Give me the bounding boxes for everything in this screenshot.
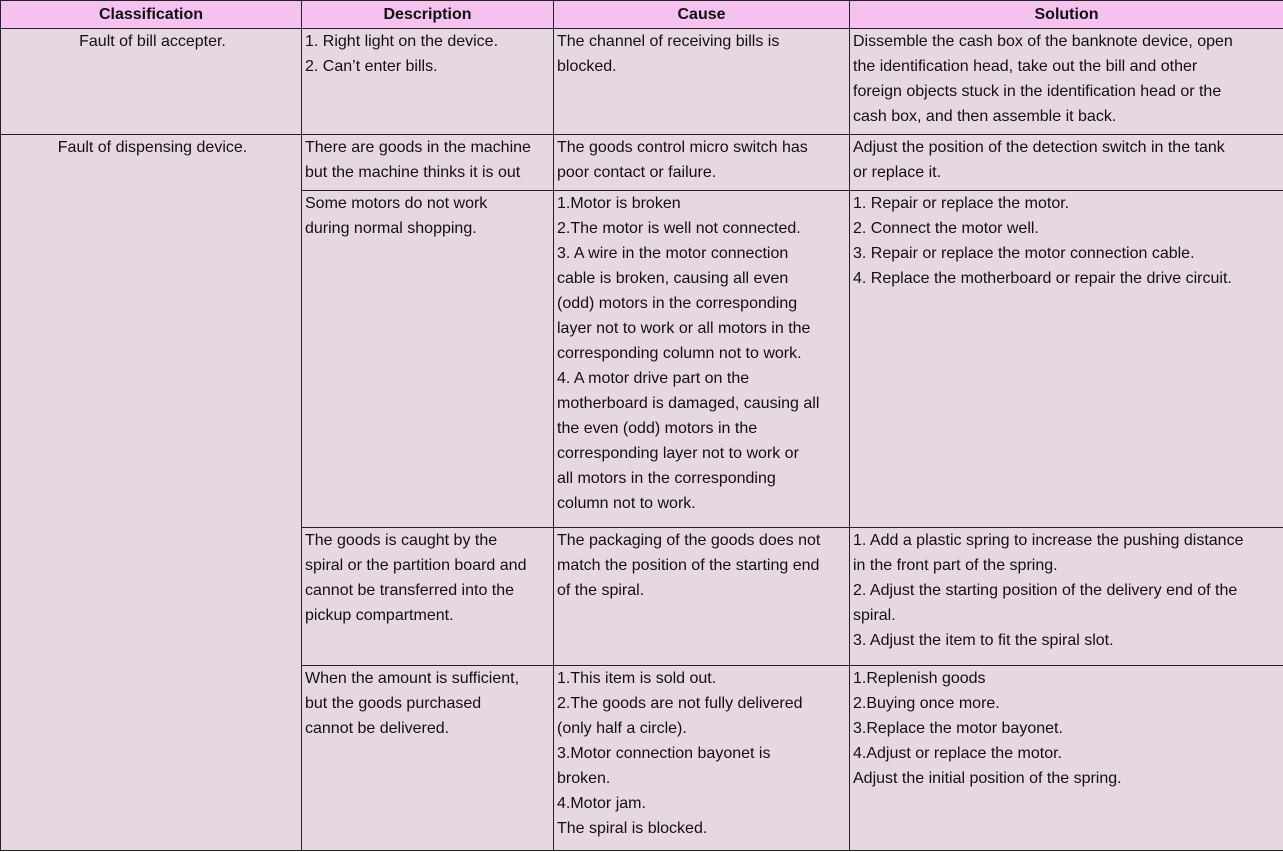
text-line: column not to work. (557, 495, 696, 512)
text-line: The channel of receiving bills is (557, 33, 780, 50)
text-line: spiral or the partition board and (305, 557, 527, 574)
text-line: corresponding layer not to work or (557, 445, 799, 462)
solution-cell (850, 528, 1283, 666)
text-line: The packaging of the goods does not (557, 532, 821, 549)
text-line: 1. Right light on the device. (305, 33, 499, 50)
text-line: motherboard is damaged, causing all (557, 395, 820, 412)
cause-cell (554, 29, 850, 135)
table-row (1, 135, 1283, 191)
text-line: layer not to work or all motors in the (557, 320, 811, 337)
text-line: cannot be transferred into the (305, 582, 515, 599)
text-line: 1.Replenish goods (853, 670, 986, 687)
text-line: There are goods in the machine (305, 139, 531, 156)
text-line: (odd) motors in the corresponding (557, 295, 798, 312)
text-line: corresponding column not to work. (557, 345, 802, 362)
text-line: foreign objects stuck in the identification head or the (853, 83, 1222, 100)
header-row (1, 1, 1283, 29)
text-line: The goods is caught by the (305, 532, 498, 549)
text-line: When the amount is sufficient, (305, 670, 520, 687)
text-line: 1.Motor is broken (557, 195, 681, 212)
text-line: 2. Connect the motor well. (853, 220, 1039, 237)
description-cell (302, 191, 554, 528)
text-line: the even (odd) motors in the (557, 420, 758, 437)
text-line: poor contact or failure. (557, 164, 717, 181)
solution-cell (850, 191, 1283, 528)
description-cell (302, 528, 554, 666)
table-body (1, 29, 1283, 851)
text-line: The goods control micro switch has (557, 139, 808, 156)
text-line: cannot be delivered. (305, 720, 450, 737)
cause-cell (554, 135, 850, 191)
text-line: 2.The goods are not fully delivered (557, 695, 803, 712)
cause-cell (554, 191, 850, 528)
text-line: during normal shopping. (305, 220, 477, 237)
text-line: 1.This item is sold out. (557, 670, 717, 687)
text-line: 2.Buying once more. (853, 695, 1000, 712)
text-line: but the machine thinks it is out (305, 164, 521, 181)
classification-cell: Fault of dispensing device. (1, 135, 302, 851)
text-line: all motors in the corresponding (557, 470, 776, 487)
text-line: 3. Repair or replace the motor connection cable. (853, 245, 1195, 262)
description-cell (302, 29, 554, 135)
cause-cell (554, 666, 850, 851)
description-cell (302, 135, 554, 191)
text-line: 2. Adjust the starting position of the delivery end of the (853, 582, 1238, 599)
text-line: 3. Adjust the item to fit the spiral slot. (853, 632, 1114, 649)
text-line: pickup compartment. (305, 607, 454, 624)
text-line: 2. Can’t enter bills. (305, 58, 438, 75)
text-line: broken. (557, 770, 611, 787)
table-row (1, 29, 1283, 135)
text-line: (only half a circle). (557, 720, 687, 737)
text-line: or replace it. (853, 164, 942, 181)
solution-cell (850, 666, 1283, 851)
text-line: cash box, and then assemble it back. (853, 108, 1117, 125)
text-line: spiral. (853, 607, 896, 624)
classification-cell: Fault of bill accepter. (1, 29, 302, 135)
text-line: 1. Add a plastic spring to increase the pushing distance (853, 532, 1244, 549)
text-line: the identification head, take out the bill and other (853, 58, 1198, 75)
text-line: Adjust the position of the detection switch in the tank (853, 139, 1225, 156)
header-classification: Classification (1, 1, 302, 29)
header-cause: Cause (554, 1, 850, 29)
cause-cell (554, 528, 850, 666)
text-line: of the spiral. (557, 582, 645, 599)
text-line: 4.Motor jam. (557, 795, 646, 812)
text-line: Dissemble the cash box of the banknote device, open (853, 33, 1233, 50)
text-line: 3. A wire in the motor connection (557, 245, 789, 262)
text-line: cable is broken, causing all even (557, 270, 789, 287)
text-line: 3.Motor connection bayonet is (557, 745, 771, 762)
text-line: 2.The motor is well not connected. (557, 220, 801, 237)
text-line: The spiral is blocked. (557, 820, 708, 837)
text-line: 4. Replace the motherboard or repair the drive circuit. (853, 270, 1232, 287)
text-line: 4.Adjust or replace the motor. (853, 745, 1062, 762)
description-cell (302, 666, 554, 851)
text-line: but the goods purchased (305, 695, 482, 712)
header-solution: Solution (850, 1, 1283, 29)
text-line: match the position of the starting end (557, 557, 820, 574)
text-line: Adjust the initial position of the spring. (853, 770, 1122, 787)
text-line: blocked. (557, 58, 617, 75)
solution-cell (850, 135, 1283, 191)
text-line: 3.Replace the motor bayonet. (853, 720, 1063, 737)
header-description: Description (302, 1, 554, 29)
text-line: 1. Repair or replace the motor. (853, 195, 1070, 212)
solution-cell (850, 29, 1283, 135)
text-line: Some motors do not work (305, 195, 488, 212)
text-line: in the front part of the spring. (853, 557, 1058, 574)
text-line: 4. A motor drive part on the (557, 370, 750, 387)
